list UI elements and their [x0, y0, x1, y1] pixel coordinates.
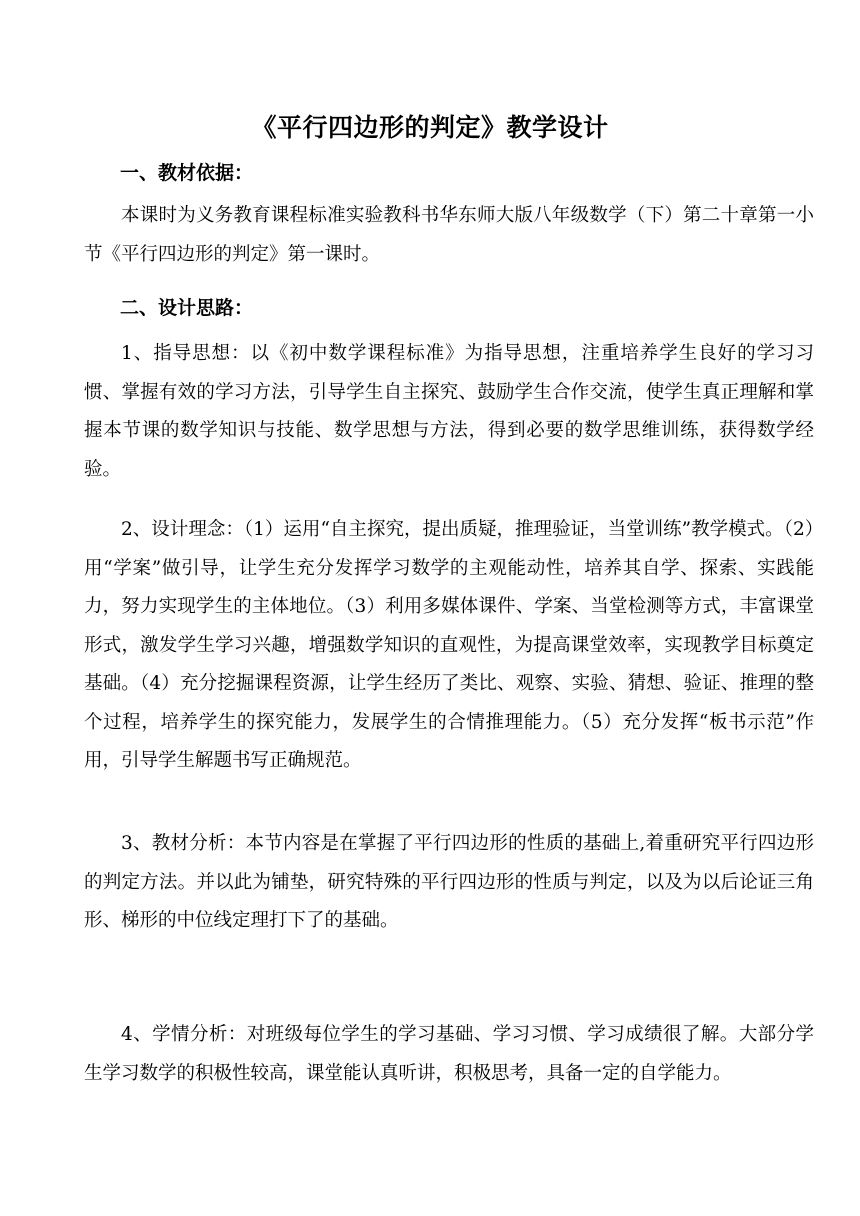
document-title: 《平行四边形的判定》教学设计 — [251, 113, 609, 142]
material-analysis-paragraph: 3、教材分析：本节内容是在掌握了平行四边形的性质的基础上,着重研究平行四边形的判定方法。并以此为铺垫，研究特殊的平行四边形的性质与判定，以及为以后论证三角形、梯形的中位线定理打下了的基础。 — [84, 833, 814, 931]
design-concept-paragraph: 2、设计理念：（1）运用“自主探究，提出质疑，推理验证，当堂训练”教学模式。（2）用“学案”做引导，让学生充分发挥学习数学的主观能动性，培养其自学、探索、实践能力，努力实现学生的主体地位。（3）利用多媒体课件、学案、当堂检测等方式，丰富课堂形式，激发学生学习兴趣，增强数学知识的直观性，为提高课堂效率，实现教学目标奠定基础。（4）充分挖掘课程资源，让学生经历了类比、观察、实验、猜想、验证、推理的整个过程，培养学生的探究能力，发展学生的合情推理能力。（5）充分发挥“板书示范”作用，引导学生解题书写正确规范。 — [84, 519, 814, 771]
section1-heading: 一、教材依据： — [120, 162, 254, 184]
section1-paragraph: 本课时为义务教育课程标准实验教科书华东师大版八年级数学（下）第二十章第一小节《平行四边形的判定》第一课时。 — [84, 205, 814, 265]
student-analysis-paragraph: 4、学情分析：对班级每位学生的学习基础、学习习惯、学习成绩很了解。大部分学生学习数学的积极性较高，课堂能认真听讲，积极思考，具备一定的自学能力。 — [84, 1024, 814, 1084]
section2-heading: 二、设计思路： — [120, 297, 254, 319]
guiding-thought-paragraph: 1、指导思想：以《初中数学课程标准》为指导思想，注重培养学生良好的学习习惯、掌握有效的学习方法，引导学生自主探究、鼓励学生合作交流，使学生真正理解和掌握本节课的数学知识与技能、数学思想与方法，得到必要的数学思维训练，获得数学经验。 — [84, 343, 814, 480]
